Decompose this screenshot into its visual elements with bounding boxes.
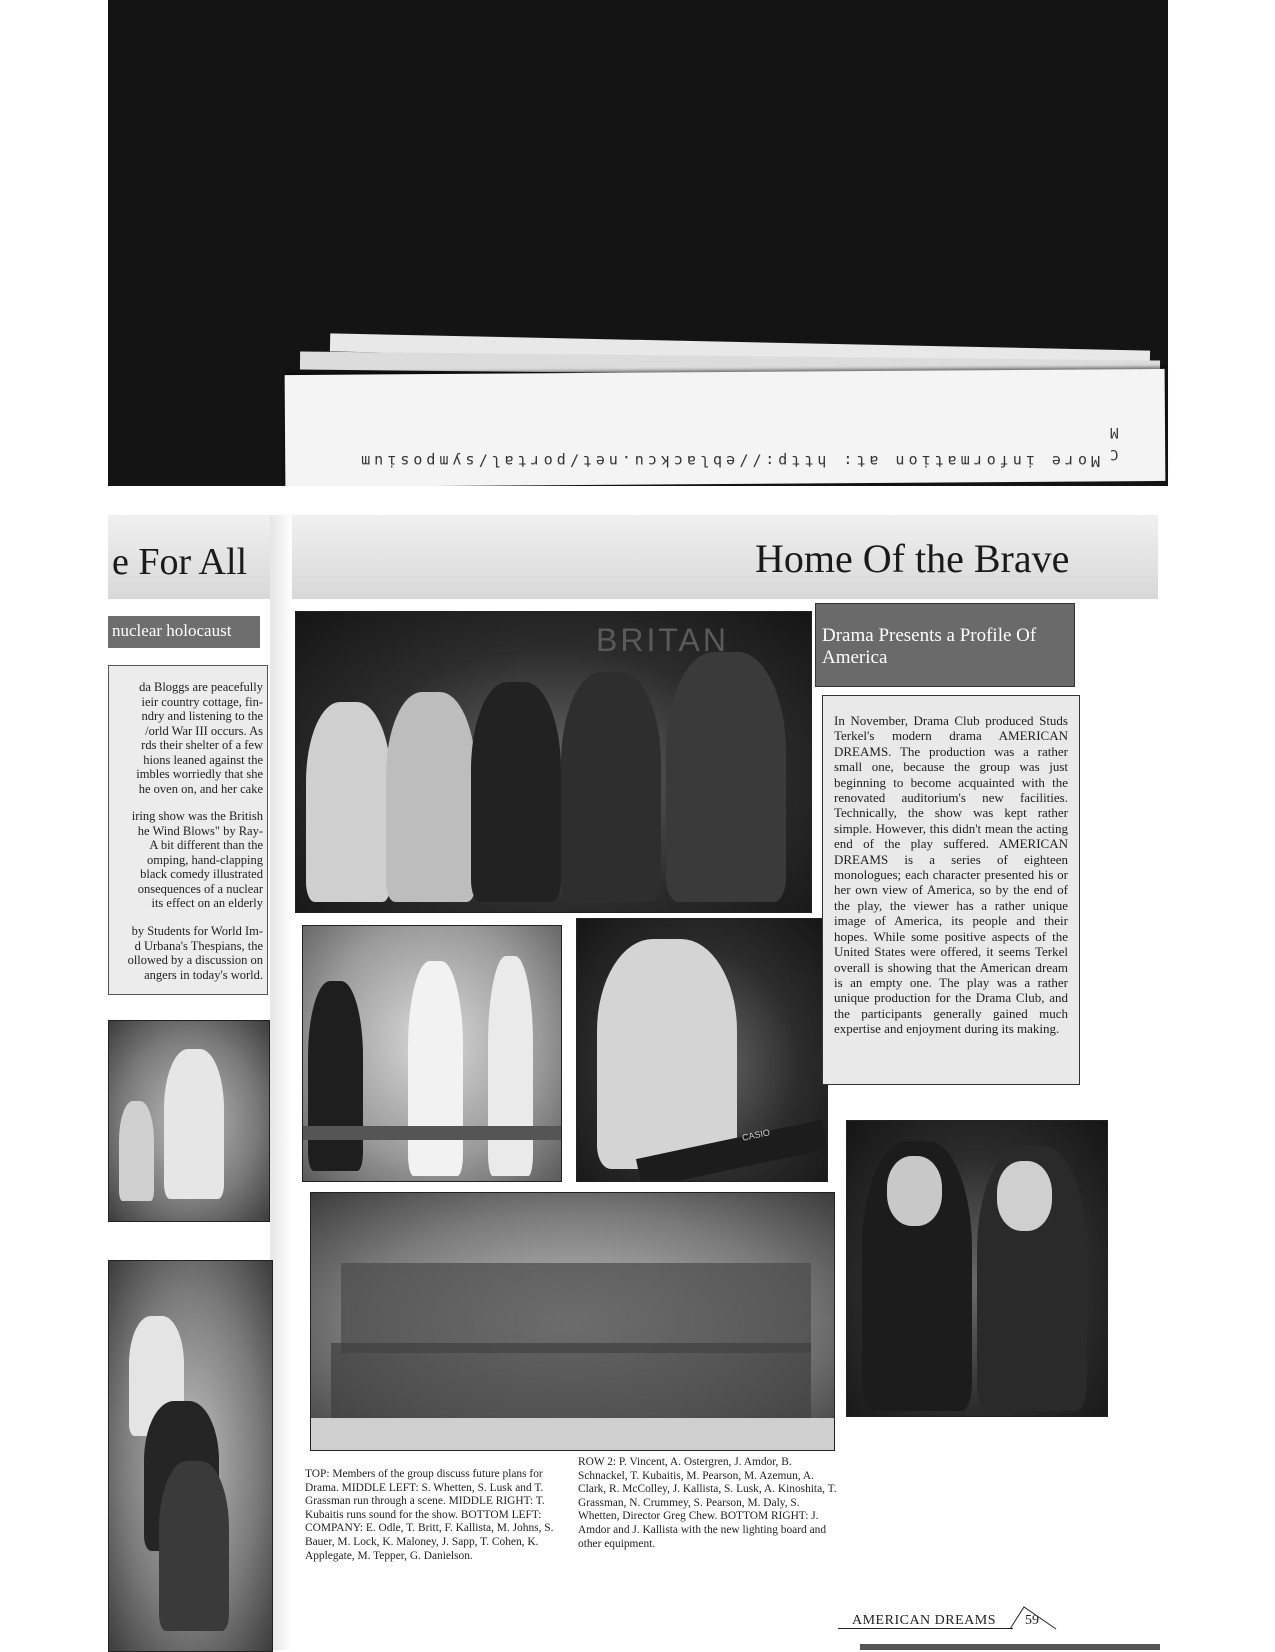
article-line: omping, hand-clapping [147, 852, 263, 867]
backdrop-text: BRITAN [596, 622, 729, 658]
photo-bottom-right [846, 1120, 1108, 1417]
article-line: rds their shelter of a few [141, 738, 263, 752]
footer-page-number: 59 [1025, 1613, 1039, 1628]
photo-top-group [295, 611, 812, 913]
headline-right: Home Of the Brave [755, 536, 1070, 581]
page-gutter [270, 515, 292, 1650]
caption-right: ROW 2: P. Vincent, A. Ostergren, J. Amdor, B. Schnackel, T. Kubaitis, M. Pearson, M. Azemun, A. Clark, R. McColley, J. Kallista, S. Lusk, A. Kinoshita, T. Grassman, N. Crummey, S. Pearson, M. Daly, S. Whetten, Director Greg Chew. BOTTOM RIGHT: J. Amdor and J. Kallista with the new lighting board and other equipment. [578, 1456, 837, 1550]
photo-middle-left [302, 925, 562, 1182]
article-line: by Students for World Im- [131, 924, 263, 938]
article-line: angers in today's world. [144, 967, 263, 982]
photo-left-bottom [108, 1260, 273, 1652]
article-line: d Urbana's Thespians, the [134, 938, 263, 953]
article-line: hions leaned against the [143, 752, 263, 767]
left-article [108, 665, 268, 995]
back-page-corner-letter: C [1110, 446, 1119, 462]
photo-left-middle [108, 1020, 270, 1222]
article-line: onsequences of a nuclear [137, 881, 263, 896]
article-line: ieir country cottage, fin- [141, 694, 263, 709]
right-subhead: Drama Presents a Profile Of America [822, 625, 1037, 668]
article-line: black comedy illustrated [140, 867, 263, 881]
caption-left: TOP: Members of the group discuss future plans for Drama. MIDDLE LEFT: S. Whetten, S. Lusk and T. Grassman run through a scene. MIDDLE RIGHT: T. Kubaitis runs sound for the show. BOTTOM LEFT: COMPANY: E. Odle, T. Britt, F. Kallista, M. Johns, S. Bauer, M. Lock, K. Maloney, J. Sapp, T. Cohen, K. Applegate, M. Tepper, G. Danielson. [305, 1468, 554, 1562]
right-article-body: In November, Drama Club produced Studs Terkel's modern drama AMERICAN DREAMS. The production was a rather small one, because the group was just beginning to become acquainted with the renovated auditorium's new facilities. Technically, the show was kept rather simple. However, this didn't mean the acting end of the play suffered. AMERICAN DREAMS is a series of eighteen monologues; each character presented his or her own view of America, so by the end of the play, the viewer has a rather unique image of America, its people and their hopes. While some positive aspects of the United States were offered, it seems Terkel overall is showing that the American dream is an empty one. The play was a rather unique production for the Drama Club, and the participants generally gained much expertise and enjoyment during its making. [834, 713, 1068, 1037]
photo-company [310, 1192, 835, 1451]
article-line: he oven on, and her cake [138, 781, 263, 796]
footer-section-label: AMERICAN DREAMS [852, 1613, 997, 1628]
left-subhead: nuclear holocaust [112, 621, 232, 640]
article-line: ndry and listening to the [141, 709, 263, 723]
photo-middle-right [576, 918, 828, 1182]
headline-left: e For All [112, 541, 248, 583]
article-line: /orld War III occurs. As [145, 723, 263, 738]
article-line: its effect on an elderly [151, 896, 263, 910]
scan-edge-strip [860, 1644, 1160, 1650]
back-page-info-line: More information at: http://eblackcu.net/portal/symposium [357, 452, 1100, 470]
article-line: A bit different than the [149, 838, 263, 852]
article-line: iring show was the British [131, 809, 263, 823]
article-line: da Bloggs are peacefully [139, 680, 263, 694]
keyboard-brand: CASIO [741, 1127, 771, 1143]
article-line: ollowed by a discussion on [127, 953, 263, 967]
article-line: imbles worriedly that she [136, 767, 263, 781]
back-page-corner-letter: M [1110, 424, 1119, 440]
article-line: he Wind Blows" by Ray- [137, 823, 263, 838]
